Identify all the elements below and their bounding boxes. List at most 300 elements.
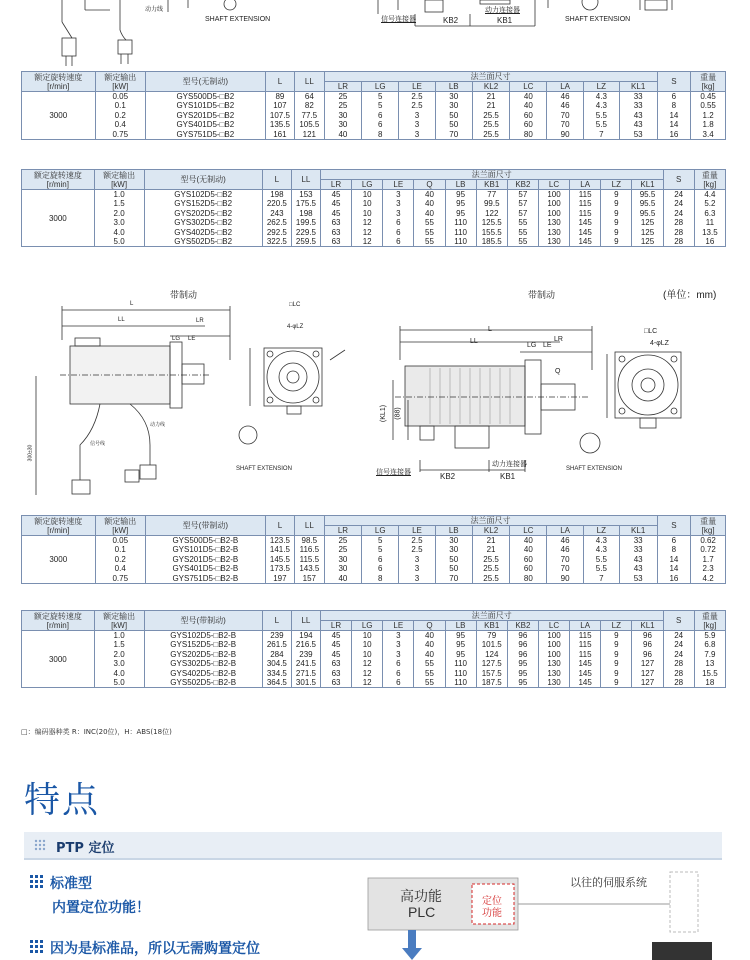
table-cell: 8 xyxy=(657,101,691,110)
plc-label-2: PLC xyxy=(408,904,436,920)
flange-subheader: LZ xyxy=(601,180,632,190)
table-cell: 198 xyxy=(291,209,320,218)
flange-subheader: LR xyxy=(320,621,351,631)
table-cell: 12 xyxy=(352,228,383,237)
signal-connector-label: 信号连接器 xyxy=(381,16,416,23)
table-cell: 45 xyxy=(320,190,351,200)
table-cell: 45 xyxy=(320,650,351,659)
speed-header: 额定旋转速度 [r/min] xyxy=(22,170,95,190)
feature-item-2 xyxy=(30,938,260,958)
table-cell: 6 xyxy=(657,92,691,102)
table-cell: 11 xyxy=(694,218,725,227)
table-row xyxy=(22,101,726,110)
table-cell: 110 xyxy=(445,678,476,688)
table-cell: 1.7 xyxy=(691,555,726,564)
table-cell: 5.0 xyxy=(94,678,144,688)
dots-icon xyxy=(34,839,46,851)
table-cell: 3 xyxy=(399,111,436,120)
table-cell: 5.5 xyxy=(583,564,619,573)
table-cell: 243 xyxy=(262,209,291,218)
brake-drawing-svg xyxy=(0,280,750,510)
table-cell: 100 xyxy=(538,190,569,200)
table-cell: 77 xyxy=(476,190,507,200)
table-cell: 125 xyxy=(632,228,663,237)
table-cell: 12 xyxy=(352,678,383,688)
table-cell: 5.0 xyxy=(94,237,144,247)
table-cell: 124 xyxy=(476,650,507,659)
table-row xyxy=(22,640,726,649)
power-wire-label: 动力线 xyxy=(145,7,164,13)
table-cell: 21 xyxy=(472,545,510,554)
table-cell: 143.5 xyxy=(295,564,324,573)
table-cell: 40 xyxy=(414,190,445,200)
table-cell: 95 xyxy=(445,650,476,659)
table-cell: 284 xyxy=(262,650,291,659)
table-cell: 24 xyxy=(663,209,694,218)
table-cell: 3 xyxy=(399,564,436,573)
table-cell: 28 xyxy=(663,218,694,227)
table-cell: 30 xyxy=(324,111,362,120)
table-cell: 130 xyxy=(538,218,569,227)
table-cell: 40 xyxy=(324,574,362,584)
table-cell: 82 xyxy=(295,101,324,110)
table-cell: 1.0 xyxy=(94,190,144,200)
table-cell: 89 xyxy=(265,92,294,102)
table-cell: 15.5 xyxy=(694,669,725,678)
table-cell: 185.5 xyxy=(476,237,507,247)
table-cell: 4.3 xyxy=(583,92,619,102)
flange-subheader: LR xyxy=(324,526,362,536)
feature-item-1-desc: 内置定位功能！ xyxy=(52,900,150,916)
table-cell: 0.45 xyxy=(691,92,726,102)
table-row xyxy=(22,190,726,200)
table-cell: 50 xyxy=(435,564,472,573)
table-cell: 199.5 xyxy=(291,218,320,227)
table-cell: 25 xyxy=(324,92,362,102)
table-cell: 6 xyxy=(383,237,414,247)
table-row xyxy=(22,659,726,668)
table-cell: 3 xyxy=(383,209,414,218)
table-cell: 1.5 xyxy=(94,199,144,208)
table-cell: 239 xyxy=(291,650,320,659)
table-cell: 130 xyxy=(538,669,569,678)
table-cell: 5.5 xyxy=(583,111,619,120)
table-cell: 30 xyxy=(435,92,472,102)
table-cell: 40 xyxy=(414,209,445,218)
lr-dim-left: LR xyxy=(196,318,204,324)
speed-cell: 3000 xyxy=(22,190,95,247)
table-cell: 2.0 xyxy=(94,650,144,659)
table-cell: 107 xyxy=(265,101,294,110)
table-cell: 96 xyxy=(632,631,663,641)
table-cell: 5 xyxy=(362,92,399,102)
spec-table-small-no-brake xyxy=(21,71,726,140)
table-cell: 25.5 xyxy=(472,564,510,573)
output-header: 额定输出 [kW] xyxy=(95,516,145,536)
flange-subheader: LR xyxy=(324,82,362,92)
table-cell: 0.05 xyxy=(95,536,145,546)
table-cell: 5.2 xyxy=(694,199,725,208)
table-row xyxy=(22,536,726,546)
table-cell: 25 xyxy=(324,536,362,546)
flange-subheader: KL1 xyxy=(619,526,657,536)
shaft-extension-right-label: SHAFT EXTENSION xyxy=(565,16,631,23)
table-cell: 194 xyxy=(291,631,320,641)
model-header: 型号(无制动) xyxy=(145,72,265,92)
table-cell: GYS101D5-□B2 xyxy=(145,101,265,110)
table-cell: 6 xyxy=(383,659,414,668)
table-cell: 95 xyxy=(445,190,476,200)
table-cell: 4.0 xyxy=(94,669,144,678)
table-cell: 43 xyxy=(619,111,657,120)
top-drawing-svg xyxy=(0,0,750,68)
weight-header: 重量 [kg] xyxy=(691,72,726,92)
table-cell: GYS152D5-□B2-B xyxy=(144,640,262,649)
flange-subheader: LC xyxy=(538,180,569,190)
table-cell: 101.5 xyxy=(476,640,507,649)
table-cell: 79 xyxy=(476,631,507,641)
speed-cell: 3000 xyxy=(22,92,96,140)
table-cell: 9 xyxy=(601,659,632,668)
table-cell: 145 xyxy=(570,678,601,688)
table-row xyxy=(22,555,726,564)
table-cell: 4.2 xyxy=(691,574,726,584)
lz-dim-right: 4-φLZ xyxy=(650,340,669,347)
model-header: 型号(无制动) xyxy=(144,170,262,190)
table-cell: 95 xyxy=(445,640,476,649)
table-cell: 322.5 xyxy=(262,237,291,247)
table-cell: 95 xyxy=(507,659,538,668)
table-cell: 12 xyxy=(352,218,383,227)
table-cell: 5 xyxy=(362,536,399,546)
table-cell: 40 xyxy=(510,101,547,110)
table-cell: 127 xyxy=(632,659,663,668)
table-cell: 3 xyxy=(399,120,436,129)
table-cell: 40 xyxy=(324,130,362,140)
table-cell: GYS302D5-□B2 xyxy=(144,218,262,227)
flange-subheader: LR xyxy=(320,180,351,190)
ptp-bar-label: PTP 定位 xyxy=(56,841,115,856)
table-row xyxy=(22,545,726,554)
table-cell: 175.5 xyxy=(291,199,320,208)
flange-subheader: LZ xyxy=(583,526,619,536)
table-cell: 60 xyxy=(510,564,547,573)
table-cell: 57 xyxy=(507,199,538,208)
table-cell: 16 xyxy=(694,237,725,247)
table-cell: 2.0 xyxy=(94,209,144,218)
table-cell: 122 xyxy=(476,209,507,218)
table-cell: 9 xyxy=(601,631,632,641)
table-cell: 70 xyxy=(547,120,584,129)
table-cell: 63 xyxy=(320,659,351,668)
table-cell: 46 xyxy=(547,101,584,110)
kb2-label: KB2 xyxy=(440,472,456,481)
table-cell: 25.5 xyxy=(472,120,510,129)
table-cell: 145 xyxy=(570,218,601,227)
table-cell: 6.8 xyxy=(694,640,725,649)
table-cell: 21 xyxy=(472,92,510,102)
table-cell: 100 xyxy=(538,631,569,641)
table-cell: 1.2 xyxy=(691,111,726,120)
table-cell: 45 xyxy=(320,199,351,208)
speed-header: 额定旋转速度 [r/min] xyxy=(22,72,96,92)
flange-subheader: LA xyxy=(547,526,584,536)
top-dimension-drawing xyxy=(0,0,750,68)
lr-dim-right: LR xyxy=(554,336,563,343)
table-cell: 63 xyxy=(320,678,351,688)
table-cell: 145 xyxy=(570,659,601,668)
table-cell: 0.55 xyxy=(691,101,726,110)
table-cell: 9 xyxy=(601,678,632,688)
ll-header: LL xyxy=(291,611,320,631)
table-cell: 241.5 xyxy=(291,659,320,668)
legacy-servo-caption: 以往的伺服系统 xyxy=(570,877,647,889)
table-cell: 40 xyxy=(414,640,445,649)
table-cell: 9 xyxy=(601,228,632,237)
table-cell: 96 xyxy=(632,640,663,649)
spec-table-large-no-brake xyxy=(21,169,726,247)
table-cell: 7.9 xyxy=(694,650,725,659)
table-cell: 57 xyxy=(507,209,538,218)
table-row xyxy=(22,564,726,573)
flange-subheader: LG xyxy=(362,526,399,536)
l-header: L xyxy=(265,516,294,536)
table-row xyxy=(22,218,726,227)
position-label-1: 定位 xyxy=(482,896,502,907)
kb2-label: KB2 xyxy=(443,16,459,25)
l-dim-right: L xyxy=(488,326,492,333)
s-header: S xyxy=(657,516,691,536)
feature-item-1 xyxy=(30,873,92,893)
table-cell: 21 xyxy=(472,101,510,110)
model-header: 型号(带制动) xyxy=(145,516,265,536)
table-cell: 125 xyxy=(632,237,663,247)
flange-subheader: KL1 xyxy=(619,82,657,92)
table-row xyxy=(22,130,726,140)
table-cell: 115 xyxy=(570,190,601,200)
table-cell: 145 xyxy=(570,228,601,237)
table-cell: 5.9 xyxy=(694,631,725,641)
table-cell: 3.0 xyxy=(94,659,144,668)
lz-dim-left: 4-φLZ xyxy=(287,324,304,330)
table-cell: 261.5 xyxy=(262,640,291,649)
table-cell: 9 xyxy=(601,199,632,208)
table-cell: 33 xyxy=(619,545,657,554)
table-cell: GYS201D5-□B2 xyxy=(145,111,265,120)
table-cell: 155.5 xyxy=(476,228,507,237)
table-cell: 0.75 xyxy=(95,130,145,140)
table-cell: 40 xyxy=(414,199,445,208)
table-cell: 33 xyxy=(619,101,657,110)
speed-header: 额定旋转速度 [r/min] xyxy=(22,516,96,536)
table-cell: 33 xyxy=(619,536,657,546)
table-cell: 55 xyxy=(414,237,445,247)
flange-subheader: LA xyxy=(547,82,584,92)
table-cell: 25.5 xyxy=(472,555,510,564)
table-cell: 24 xyxy=(663,199,694,208)
table-cell: 24 xyxy=(663,640,694,649)
table-row xyxy=(22,237,726,247)
features-title: 特点 xyxy=(24,780,101,821)
table-cell: 9 xyxy=(601,237,632,247)
flange-subheader: KB1 xyxy=(476,621,507,631)
flange-subheader: KL1 xyxy=(632,621,663,631)
table-cell: 3 xyxy=(383,640,414,649)
table-row xyxy=(22,631,726,641)
table-cell: 157.5 xyxy=(476,669,507,678)
table-cell: 125.5 xyxy=(476,218,507,227)
weight-header: 重量 [kg] xyxy=(691,516,726,536)
table-cell: 45 xyxy=(320,209,351,218)
table-cell: 239 xyxy=(262,631,291,641)
flange-subheader: LG xyxy=(352,621,383,631)
table-cell: 55 xyxy=(414,228,445,237)
table-cell: 43 xyxy=(619,555,657,564)
table-cell: 70 xyxy=(547,111,584,120)
kl1-dim: (KL1) xyxy=(380,404,388,423)
table-cell: 115.5 xyxy=(295,555,324,564)
table-cell: 45 xyxy=(320,640,351,649)
table-cell: 5.5 xyxy=(583,555,619,564)
table-cell: 5.5 xyxy=(583,120,619,129)
table-cell: 121 xyxy=(295,130,324,140)
table-cell: 3.4 xyxy=(691,130,726,140)
shaft-extension-right-label: SHAFT EXTENSION xyxy=(566,466,622,472)
table-cell: 304.5 xyxy=(262,659,291,668)
flange-subheader: LB xyxy=(445,621,476,631)
table-cell: 6 xyxy=(362,120,399,129)
table-cell: 53 xyxy=(619,574,657,584)
table-cell: 40 xyxy=(510,545,547,554)
table-cell: 95 xyxy=(445,199,476,208)
table-cell: 13.5 xyxy=(694,228,725,237)
flange-header: 法兰面尺寸 xyxy=(320,611,663,621)
table-cell: 25 xyxy=(324,545,362,554)
table-cell: 161 xyxy=(265,130,294,140)
table-cell: 271.5 xyxy=(291,669,320,678)
dots-icon xyxy=(30,875,44,889)
table-cell: 0.05 xyxy=(95,92,145,102)
flange-subheader: LZ xyxy=(601,621,632,631)
table-cell: 9 xyxy=(601,650,632,659)
shaft-extension-label: SHAFT EXTENSION xyxy=(205,16,271,23)
table-cell: 153 xyxy=(291,190,320,200)
table-cell: 127.5 xyxy=(476,659,507,668)
l-dim-left: L xyxy=(130,301,134,307)
table-cell: 63 xyxy=(320,669,351,678)
table-cell: 50 xyxy=(435,111,472,120)
kb1-label: KB1 xyxy=(500,472,516,481)
table-cell: 95 xyxy=(445,209,476,218)
plc-diagram xyxy=(360,868,730,960)
table-cell: 9 xyxy=(601,669,632,678)
table-cell: 1.8 xyxy=(691,120,726,129)
table-row xyxy=(22,574,726,584)
flange-subheader: KL1 xyxy=(632,180,663,190)
table-row xyxy=(22,650,726,659)
table-cell: 123.5 xyxy=(265,536,294,546)
table-cell: 55 xyxy=(414,659,445,668)
table-cell: GYS202D5-□B2-B xyxy=(144,650,262,659)
table-cell: 50 xyxy=(435,120,472,129)
table-cell: GYS201D5-□B2-B xyxy=(145,555,265,564)
table-cell: 10 xyxy=(352,199,383,208)
table-cell: 8 xyxy=(362,574,399,584)
table-cell: 2.5 xyxy=(399,545,436,554)
table-cell: 3 xyxy=(399,130,436,140)
table-cell: 0.62 xyxy=(691,536,726,546)
table-cell: 28 xyxy=(663,678,694,688)
table-cell: 9 xyxy=(601,218,632,227)
table-cell: 95.5 xyxy=(632,199,663,208)
table-cell: 9 xyxy=(601,640,632,649)
table-cell: 40 xyxy=(414,631,445,641)
table-cell: 95.5 xyxy=(632,190,663,200)
table-cell: 63 xyxy=(320,228,351,237)
table-cell: 77.5 xyxy=(295,111,324,120)
flange-subheader: LA xyxy=(570,621,601,631)
table-cell: 80 xyxy=(510,130,547,140)
plc-label-1: 高功能 xyxy=(400,888,442,904)
table-cell: 301.5 xyxy=(291,678,320,688)
flange-header: 法兰面尺寸 xyxy=(320,170,663,180)
table-cell: 25.5 xyxy=(472,130,510,140)
table-cell: 53 xyxy=(619,130,657,140)
table-cell: 99.5 xyxy=(476,199,507,208)
table-cell: 6 xyxy=(657,536,691,546)
table-cell: 24 xyxy=(663,650,694,659)
table-cell: 6 xyxy=(362,111,399,120)
table-row xyxy=(22,209,726,218)
encoder-footnote: □：编码器种类 R：INC(20位)，H：ABS(18位) xyxy=(21,728,172,736)
flange-subheader: LE xyxy=(383,621,414,631)
table-cell: 96 xyxy=(507,631,538,641)
table-cell: 25.5 xyxy=(472,574,510,584)
table-cell: 28 xyxy=(663,237,694,247)
table-cell: GYS101D5-□B2-B xyxy=(145,545,265,554)
l-header: L xyxy=(262,170,291,190)
table-cell: 8 xyxy=(362,130,399,140)
table-cell: 14 xyxy=(657,564,691,573)
s-header: S xyxy=(657,72,691,92)
table-cell: 6 xyxy=(383,669,414,678)
weight-header: 重量 [kg] xyxy=(694,170,725,190)
table-cell: GYS102D5-□B2-B xyxy=(144,631,262,641)
brake-title-left: 带制动 xyxy=(170,290,198,300)
table-cell: 110 xyxy=(445,228,476,237)
table-cell: 115 xyxy=(570,209,601,218)
table-cell: GYS502D5-□B2 xyxy=(144,237,262,247)
table-cell: GYS751D5-□B2-B xyxy=(145,574,265,584)
table-cell: GYS401D5-□B2-B xyxy=(145,564,265,573)
table-cell: 110 xyxy=(445,218,476,227)
table-cell: 3 xyxy=(383,199,414,208)
table-cell: 110 xyxy=(445,659,476,668)
table-cell: 115 xyxy=(570,631,601,641)
table-cell: 115 xyxy=(570,199,601,208)
table-cell: 70 xyxy=(547,564,584,573)
table-row xyxy=(22,92,726,102)
table-cell: GYS202D5-□B2 xyxy=(144,209,262,218)
table-cell: 55 xyxy=(414,218,445,227)
table-cell: 4.4 xyxy=(694,190,725,200)
output-header: 额定输出 [kW] xyxy=(94,170,144,190)
table-cell: GYS152D5-□B2 xyxy=(144,199,262,208)
table-cell: 198 xyxy=(262,190,291,200)
table-cell: 12 xyxy=(352,237,383,247)
table-cell: 43 xyxy=(619,564,657,573)
table-cell: 2.5 xyxy=(399,101,436,110)
